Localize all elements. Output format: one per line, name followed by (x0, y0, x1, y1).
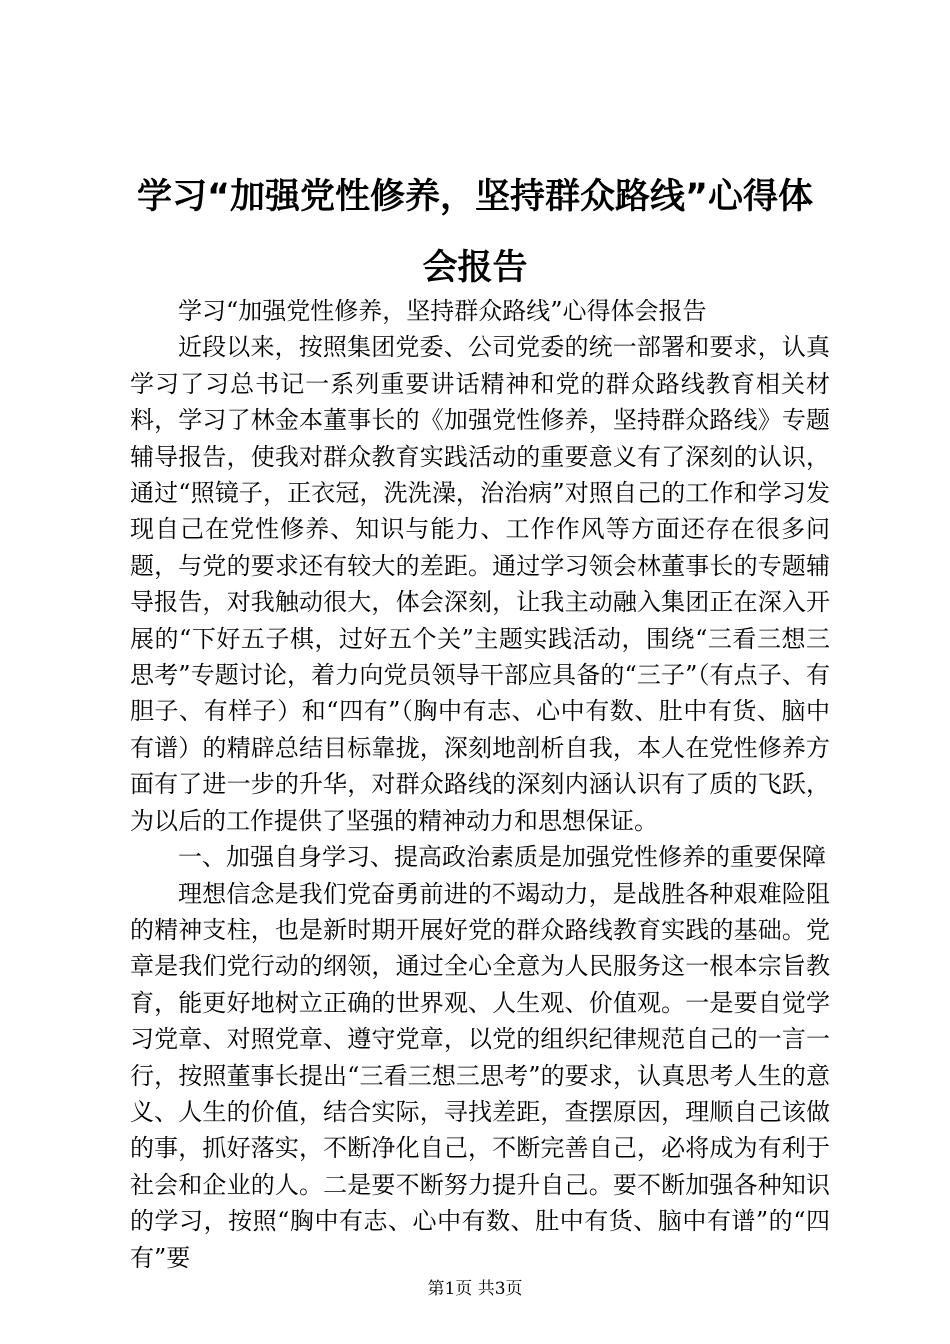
document-title: 学习“加强党性修养，坚持群众路线”心得体会报告 (136, 177, 813, 288)
document-body (130, 293, 830, 1276)
page-footer: 第1页 共3页 (427, 1279, 523, 1299)
section-heading-1: 一、加强自身学习、提高政治素质是加强党性修养的重要保障 (178, 843, 826, 872)
paragraph-section-1: 理想信念是我们党奋勇前进的不竭动力，是战胜各种艰难险阻的精神支柱，也是新时期开展好党的群众路线教育实践的基础。党章是我们党行动的纲领，通过全心全意为人民服务这一根本宗旨教育，能更好地树立正确的世界观、人生观、价值观。一是要自觉学习党章、对照党章、遵守党章，以党的组织纪律规范自己的一言一行，按照董事长提出“三看三想三思考”的要求，认真思考人生的意义、人生的价值，结合实际，寻找差距，查摆原因，理顺自己该做的事，抓好落实，不断净化自己，不断完善自己，必将成为有利于社会和企业的人。二是要不断努力提升自己。要不断加强各种知识的学习，按照“胸中有志、心中有数、肚中有货、脑中有谱”的“四有”要 (130, 879, 830, 1272)
paragraph-subtitle: 学习“加强党性修养，坚持群众路线”心得体会报告 (178, 297, 707, 325)
paragraph-intro: 近段以来，按照集团党委、公司党委的统一部署和要求，认真学习了习总书记一系列重要讲话精神和党的群众路线教育相关材料，学习了林金本董事长的《加强党性修养，坚持群众路线》专题辅导报告，使我对群众教育实践活动的重要意义有了深刻的认识，通过“照镜子，正衣冠，洗洗澡，治治病”对照自己的工作和学习发现自己在党性修养、知识与能力、工作作风等方面还存在很多问题，与党的要求还有较大的差距。通过学习领会林董事长的专题辅导报告，对我触动很大，体会深刻，让我主动融入集团正在深入开展的“下好五子棋，过好五个关”主题实践活动，围绕“三看三想三思考”专题讨论，着力向党员领导干部应具备的“三子”（有点子、有胆子、有样子）和“四有”（胸中有志、心中有数、肚中有货、脑中有谱）的精辟总结目标靠拢，深刻地剖析自我，本人在党性修养方面有了进一步的升华，对群众路线的深刻内涵认识有了质的飞跃，为以后的工作提供了坚强的精神动力和思想保证。 (130, 333, 830, 835)
